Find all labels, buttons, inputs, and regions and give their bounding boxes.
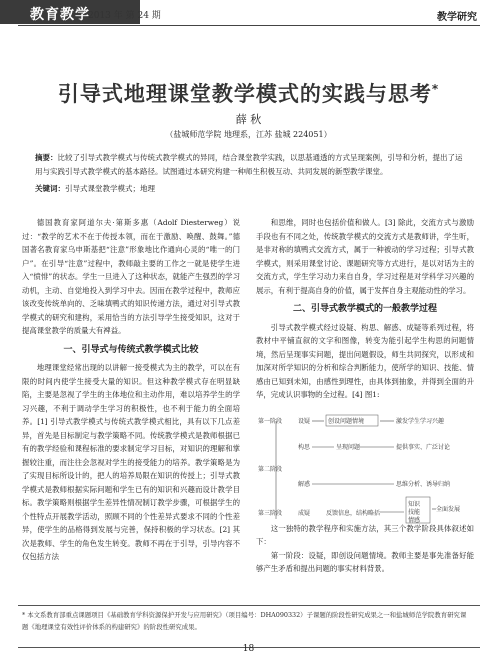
author: 薛 秋: [235, 113, 262, 126]
section-heading: 二、引导式教学模式的一般教学过程: [292, 304, 437, 314]
step-1: 设疑: [298, 418, 311, 425]
column-label: 教学研究: [437, 12, 477, 23]
paragraph: 这一独特的教学程序和实施方法，其三个教学阶段具体叙述如下：: [256, 523, 474, 546]
paragraph: 和思维，同时也包括价值和做人。[3] 除此，交流方式与激励手段也有不同之处，传统教学模式的交流方式是教师讲，学生听，是非对称的填鸭式交流方式，属于一种被动的学习过程；引导式教学模式，则采用课堂讨论、课题研究等方式进行，是以对话为主的交流方式，学生学习动力来自自身，学习过程是对学科学习兴趣的展示，有利于提高自身的价值，属于发挥自身主观能动性的学习。: [256, 218, 474, 295]
footnote: * 本文系教育部重点课题项目《基础教育学科资源保护开发与应用研究》（项目编号：DHA090332）子课题的阶段性研究成果之一和盐城师范学院教育研究课题《地理课堂有效性评价体系的构建研究》的阶段性研究成果。: [22, 611, 467, 631]
journal-logo: 教育教学: [30, 7, 90, 23]
abstract: [35, 151, 465, 179]
detail-1: 知识: [408, 501, 421, 508]
footnote-rule: [18, 605, 480, 606]
box-7-text: 全面发展: [436, 506, 461, 513]
detail-3: 情感: [408, 517, 421, 524]
section-heading: 一、引导式与传统式教学模式比较: [63, 344, 199, 355]
detail-2: 技能: [408, 509, 421, 516]
step-3: 呈现问题: [336, 444, 361, 451]
paragraph: 德国教育家阿道尔夫·第斯多惠（Adolf Diesterweg）说过：“教学的艺术不在于传授本领，而在于激励、唤醒、鼓舞。”德国著名教育家乌申斯基把“注意”形象地比作通向心灵的“唯一的门户”。在引导“注意”过程中，教师敲主要的工作之一就是使学生进入“愤悱”的状态。学生一旦进入了这种状态，就能产生强烈的学习动机，主动、自觉地投入到学习中去。因而在教学过程中，教师应该改变传统单向的、乏味填鸭式的知识传递方法，通过对引导式教学模式的研究和建构，采用恰当的方法引导学生接受知识，这对于提高课堂教学的质量大有裨益。: [22, 218, 240, 335]
arrows: [312, 421, 436, 512]
paragraph: 第一阶段：设疑，即创设问题情境。教师主要是事先准备好能够产生矛盾和提出问题的事实材料背景。: [256, 550, 474, 573]
stage-label-1: 第一阶段: [258, 418, 283, 425]
keywords: [35, 183, 465, 194]
box-2-text: 提供事实、广泛讨论: [396, 444, 451, 451]
title-footnote-mark: *: [431, 82, 440, 96]
stage-label-2: 第二阶段: [258, 466, 283, 473]
left-column: [22, 216, 240, 564]
keywords-label: 关键词：: [35, 184, 65, 193]
box-5-text: 反馈信息，结构略括: [326, 510, 381, 517]
step-2: 构思: [298, 444, 311, 451]
affiliation: （盐城师范学院 地理系，江苏 盐城 224051）: [165, 130, 332, 139]
stage-label-3: 第三阶段: [258, 510, 283, 517]
article-title: 引导式地理课堂教学模式的实践与思考*: [57, 82, 440, 106]
step-4: 解惑: [298, 481, 311, 488]
paragraph: 引导式教学模式经过设疑、构思、解惑、成疑等系列过程，将教材中平铺直叙的文字和图像，转变为能引起学生构思的问题情境，然后呈现事实问题，提出问题假设，师生共同探究，以形成和加深对所学知识的分析和综合判断能力，使所学的知识、技能、情感由已知到未知，由感性到理性，由具体到抽象，并得到全面的升华，完成认识事物的全过程。[4] 图1:: [256, 322, 474, 399]
header-rule: [18, 25, 480, 26]
keywords-text: 引导式课堂教学模式；地理: [65, 184, 155, 193]
box-4-text: 思维分析、诱导归纳: [396, 481, 451, 488]
paragraph: 地理课堂经常出现的以讲解一接受模式为主的教学，可以在有限的时间内使学生接受大量的知识。但这种教学模式存在明显缺陷，主要是忽视了学生的主体地位和主动作用，难以培养学生的学习兴趣，不利于调动学生学习的积极性，也不利于能力的全面培养。[1] 引导式教学模式与传统式教学模式相比，具有以下几点差异，首先是目标制定与教学策略不同。传统教学模式是教师根据已有的教学经验和课程标准的要求制定学习目标，对知识的理解和掌握较注重，而注往会忽视对学生的接受能力的培养。教学策略是为了实现目标所设计的，把人的培养局限在知识的传授上；引导式教学模式是教师根据实际问题和学生已有的知识和兴趣而设计教学目标。教学策略则根据学生差异性情况制订教学步骤，可根据学生的个性特点开展教学活动，照顾不同的个性差异式要求不同的个性差异，使学生的品格得到发展与完善，保持积极的学习状态。[2] 其次是教师、学生的角色发生转变。教师不再在于引导，引导内容不仅包括方法: [22, 363, 240, 561]
abstract-text: 比较了引导式教学模式与传统式教学模式的异同，结合课堂教学实践，以思基通透的方式呈现案例，引导和分析，提出了运用与实践引导式教学模式的基本路径。试图通过本研究构建一种师生积极互动、共同发展的新型教学课堂。: [35, 153, 463, 176]
step-5: 成疑: [298, 510, 311, 517]
box-1-text: 创设问题情境: [328, 418, 365, 425]
issue-label: 2013 年 第 24 期: [88, 11, 161, 21]
page-header: [0, 0, 497, 26]
abstract-label: 摘要：: [35, 153, 58, 162]
process-diagram-svg: [256, 411, 474, 527]
page-number: 18: [242, 644, 255, 654]
process-diagram: [256, 411, 474, 527]
box-3-text: 激发学生学习兴趣: [396, 418, 445, 425]
